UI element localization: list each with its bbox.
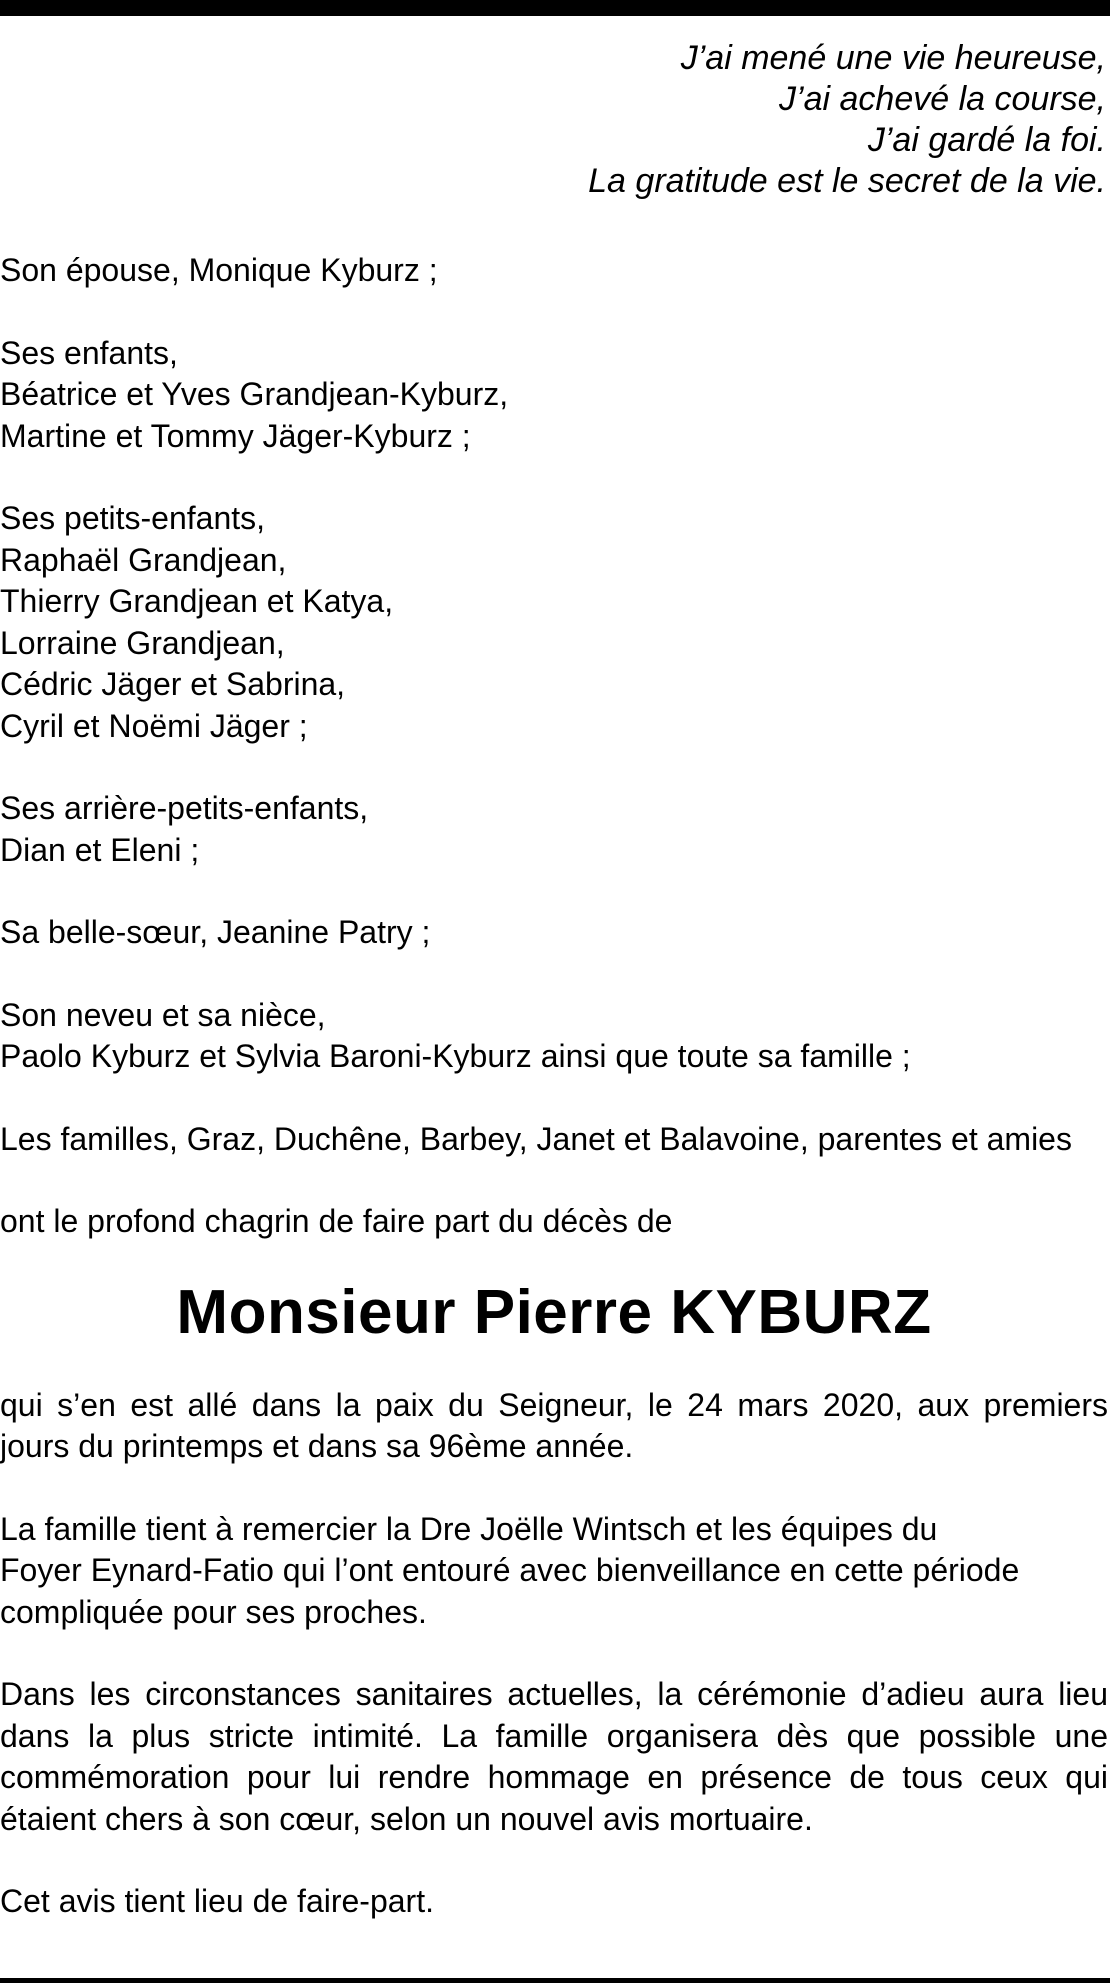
announcement (0, 1201, 1108, 1243)
grandchildren-line: Raphaël Grandjean, (0, 541, 287, 578)
children-line: Béatrice et Yves Grandjean-Kyburz, (0, 376, 509, 412)
family-nephew-niece (0, 995, 1108, 1078)
announcement-line: ont le profond chagrin de faire part du décès de (0, 1203, 673, 1239)
epigraph-quote (0, 38, 1108, 202)
thanks-line: La famille tient à remercier la Dre Joëlle Wintsch et les équipes du (0, 1510, 938, 1547)
grandchildren-line: Thierry Grandjean et Katya, (0, 583, 394, 619)
ceremony-paragraph: Dans les circonstances sanitaires actuelles, la cérémonie d’adieu aura lieu dans la plus stricte intimité. La famille organisera dès que possible une commémoration pour lui rendre hommage en présence de tous ceux qui étaient chers à son cœur, selon un nouvel avis mortuaire. (0, 1676, 1108, 1837)
grandchildren-line: Cyril et Noëmi Jäger ; (0, 707, 308, 744)
grandchildren-line: Ses petits-enfants, (0, 500, 266, 536)
quote-line: J’ai achevé la course, (779, 80, 1106, 118)
notice-paragraph (0, 1881, 1108, 1923)
nephew-niece-line: Son neveu et sa nièce, (0, 996, 326, 1033)
deceased-name: Monsieur Pierre KYBURZ (176, 1277, 932, 1347)
quote-line: J’ai gardé la foi. (867, 121, 1106, 159)
bottom-border (0, 1978, 1110, 1983)
grandchildren-line: Cédric Jäger et Sabrina, (0, 666, 346, 702)
great-grandchildren-line: Dian et Eleni ; (0, 831, 200, 868)
nephew-niece-line: Paolo Kyburz et Sylvia Baroni-Kyburz ainsi que toute sa famille ; (0, 1038, 911, 1074)
top-border (0, 0, 1110, 16)
children-line: Ses enfants, (0, 334, 178, 371)
spouse-line: Son épouse, Monique Kyburz ; (0, 252, 438, 288)
sister-in-law-line: Sa belle-sœur, Jeanine Patry ; (0, 914, 431, 950)
families-line: Les familles, Graz, Duchêne, Barbey, Janet et Balavoine, parentes et amies (0, 1120, 1072, 1157)
quote-line: La gratitude est le secret de la vie. (588, 162, 1106, 200)
family-great-grandchildren (0, 788, 1108, 871)
obituary-notice (0, 38, 1108, 1923)
family-children (0, 333, 1108, 458)
notice-line: Cet avis tient lieu de faire-part. (0, 1883, 434, 1919)
thanks-paragraph (0, 1509, 1108, 1634)
family-spouse (0, 250, 1108, 292)
children-line: Martine et Tommy Jäger-Kyburz ; (0, 417, 471, 454)
great-grandchildren-line: Ses arrière-petits-enfants, (0, 790, 369, 826)
thanks-line: compliquée pour ses proches. (0, 1593, 427, 1630)
quote-line: J’ai mené une vie heureuse, (680, 39, 1106, 77)
passing-paragraph: qui s’en est allé dans la paix du Seigneur, le 24 mars 2020, aux premiers jours du printemps et dans sa 96ème année. (0, 1386, 1108, 1464)
thanks-line: Foyer Eynard-Fatio qui l’ont entouré avec bienveillance en cette période (0, 1552, 1020, 1588)
family-sister-in-law (0, 912, 1108, 954)
grandchildren-line: Lorraine Grandjean, (0, 624, 285, 661)
family-other-families (0, 1119, 1108, 1161)
family-grandchildren (0, 498, 1108, 747)
